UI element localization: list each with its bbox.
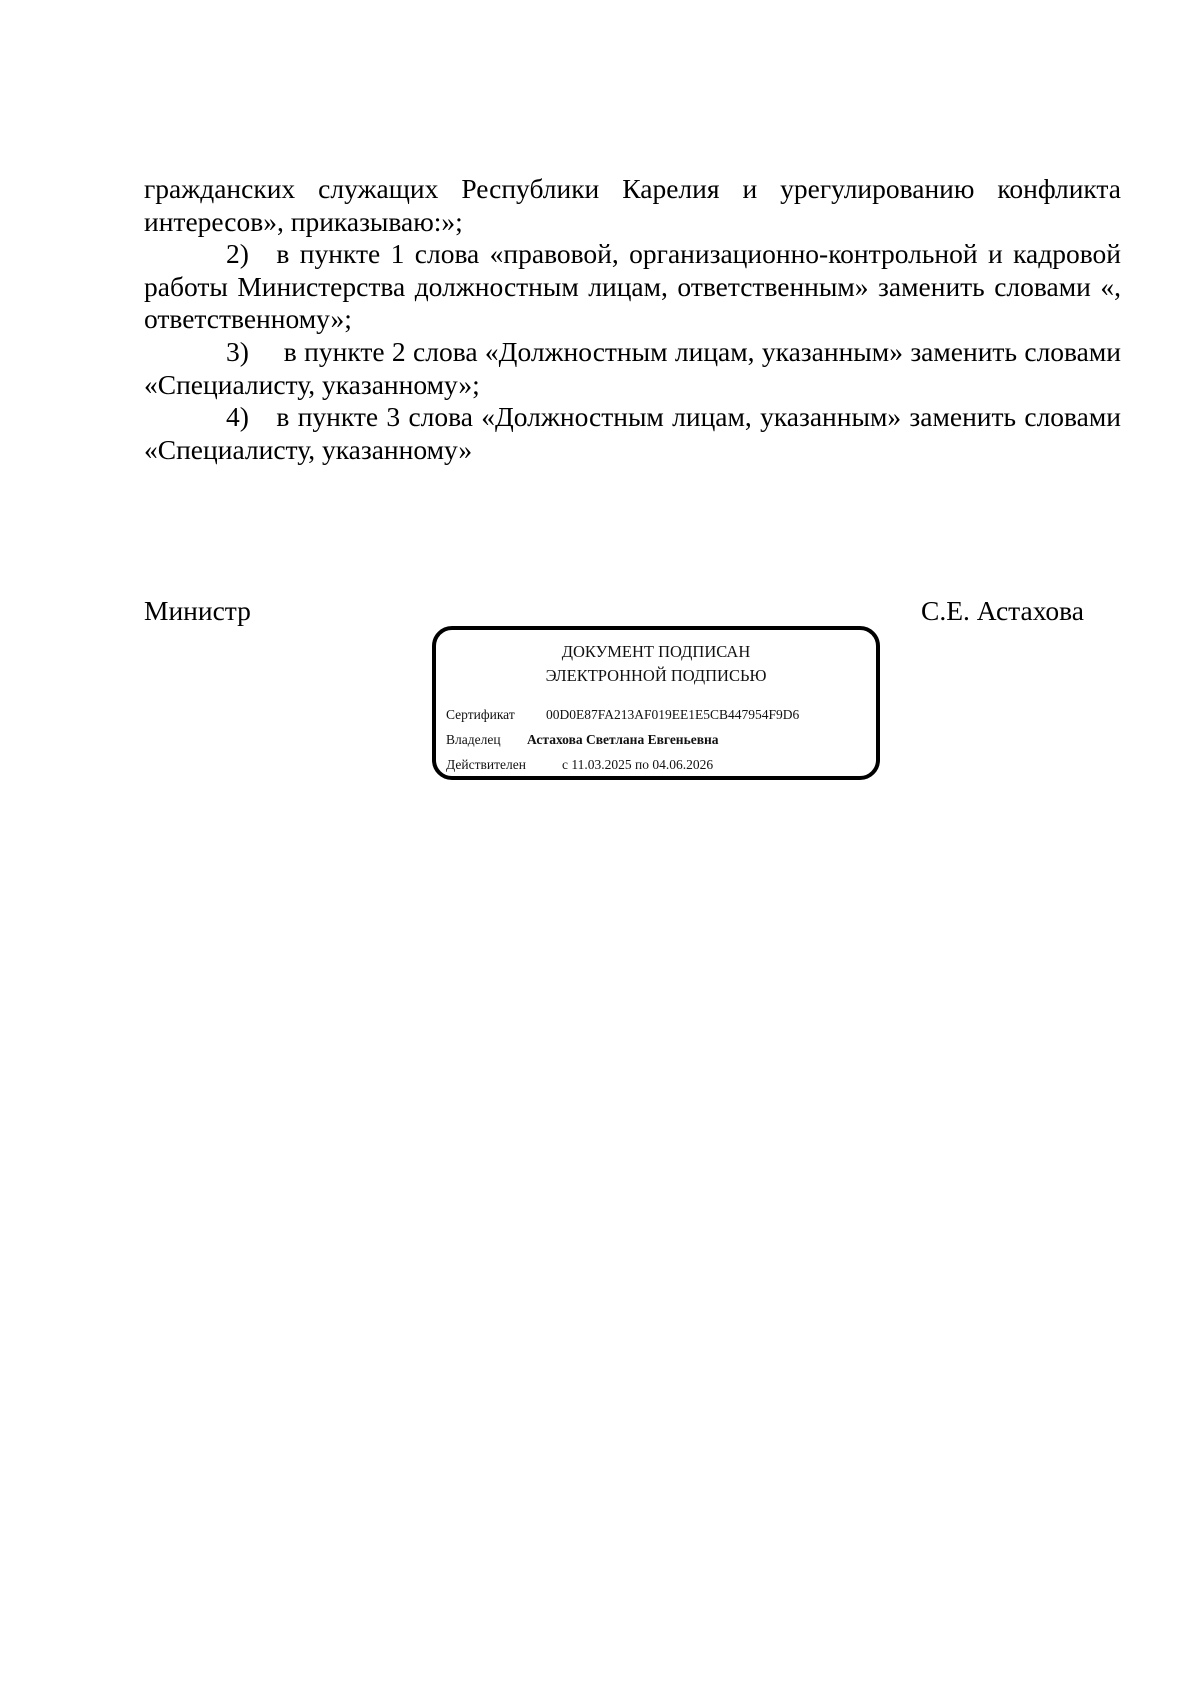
certificate-label: Сертификат: [446, 707, 515, 722]
owner-label: Владелец: [446, 732, 501, 747]
stamp-owner-row: [446, 731, 719, 749]
certificate-value: 00D0E87FA213AF019EE1E5CB447954F9D6: [546, 707, 800, 722]
paragraph-item-2: 2) в пункте 1 слова «правовой, организационно-контрольной и кадровой работы Министерства должностным лицам, ответственным» заменить словами «, ответственному»;: [144, 238, 1121, 335]
paragraph-item-4: 4) в пункте 3 слова «Должностным лицам, указанным» заменить словами «Специалисту, указанному»: [144, 401, 1121, 465]
signatory-position: Министр: [144, 595, 251, 626]
stamp-heading-line1: ДОКУМЕНТ ПОДПИСАН: [561, 642, 751, 661]
owner-value: Астахова Светлана Евгеньевна: [527, 732, 719, 747]
validity-label: Действителен: [446, 757, 526, 772]
paragraph-item-3: 3) в пункте 2 слова «Должностным лицам, указанным» заменить словами «Специалисту, указанному»;: [144, 335, 1121, 400]
signatory-name: С.Е. Астахова: [921, 595, 1084, 626]
validity-value: с 11.03.2025 по 04.06.2026: [562, 757, 714, 772]
stamp-heading-line2: ЭЛЕКТРОННОЙ ПОДПИСЬЮ: [545, 666, 767, 685]
stamp-certificate-row: [446, 706, 800, 724]
stamp-validity-row: [446, 756, 714, 774]
paragraph-intro: гражданских служащих Республики Карелия и урегулированию конфликта интересов», приказываю:»;: [144, 173, 1121, 237]
stamp-heading: [436, 640, 876, 688]
document-body: [144, 173, 1121, 466]
electronic-signature-stamp: [432, 626, 880, 780]
